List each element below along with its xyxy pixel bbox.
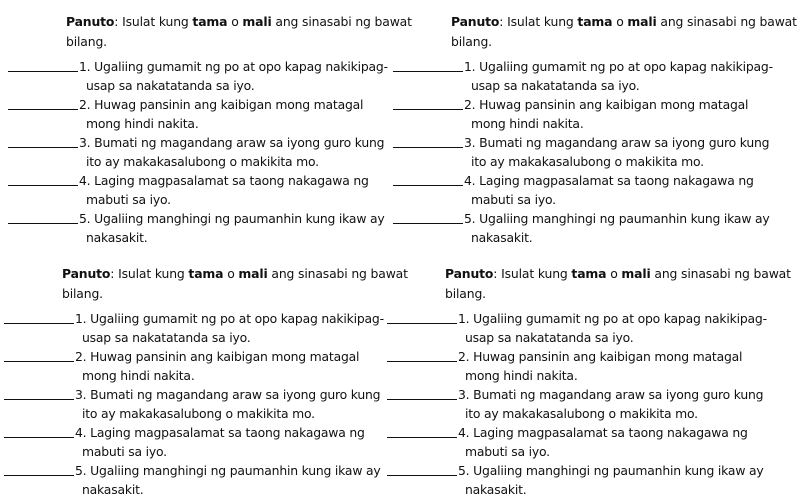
item-text: 3. Bumati ng magandang araw sa iyong guro kung	[464, 135, 770, 150]
answer-blank[interactable]	[393, 108, 463, 110]
instruction-label: Panuto	[451, 14, 500, 29]
item-text-cont: mong hindi nakita.	[471, 116, 584, 131]
worksheet-block-1	[66, 12, 412, 247]
item-text: 1. Ugaliing gumamit ng po at opo kapag nakikipag-	[75, 311, 384, 326]
instruction-text-line2: bilang.	[66, 34, 107, 49]
answer-blank[interactable]	[8, 222, 78, 224]
instruction	[62, 264, 408, 303]
item-text-cont: usap sa nakatatanda sa iyo.	[471, 78, 640, 93]
item-text: 5. Ugaliing manghingi ng paumanhin kung ikaw ay	[458, 463, 764, 478]
item-text: 3. Bumati ng magandang araw sa iyong guro kung	[458, 387, 764, 402]
instruction-text-a: : Isulat kung	[110, 266, 185, 281]
list-item	[62, 423, 392, 461]
item-text: 5. Ugaliing manghingi ng paumanhin kung ikaw ay	[464, 211, 770, 226]
item-text-cont: usap sa nakatatanda sa iyo.	[465, 330, 634, 345]
list-item	[445, 385, 775, 423]
list-item	[445, 461, 775, 499]
instruction-text-line2: bilang.	[62, 286, 103, 301]
item-text-cont: ito ay makakasalubong o makikita mo.	[465, 406, 698, 421]
instruction-text-b: ang sinasabi ng bawat	[275, 14, 412, 29]
list-item	[66, 95, 396, 133]
word-mali: mali	[238, 266, 268, 281]
item-text: 4. Laging magpasalamat sa taong nakagawa ng	[75, 425, 365, 440]
answer-blank[interactable]	[387, 360, 457, 362]
item-text-cont: mabuti sa iyo.	[86, 192, 171, 207]
list-item	[62, 385, 392, 423]
list-item	[451, 171, 781, 209]
answer-blank[interactable]	[4, 322, 74, 324]
answer-blank[interactable]	[8, 184, 78, 186]
list-item	[445, 347, 775, 385]
instruction	[66, 12, 412, 51]
item-text: 1. Ugaliing gumamit ng po at opo kapag nakikipag-	[79, 59, 388, 74]
answer-blank[interactable]	[387, 474, 457, 476]
list-item	[62, 347, 392, 385]
list-item	[66, 133, 396, 171]
list-item	[445, 309, 775, 347]
word-mali: mali	[627, 14, 657, 29]
answer-blank[interactable]	[4, 474, 74, 476]
list-item	[66, 209, 396, 247]
worksheet-block-2	[451, 12, 797, 247]
instruction-text-line2: bilang.	[445, 286, 486, 301]
instruction-text-a: : Isulat kung	[493, 266, 568, 281]
worksheet-block-4	[445, 264, 791, 499]
item-list	[66, 57, 396, 247]
answer-blank[interactable]	[393, 184, 463, 186]
word-o: o	[610, 266, 618, 281]
item-text: 2. Huwag pansinin ang kaibigan mong matagal	[75, 349, 360, 364]
item-text: 1. Ugaliing gumamit ng po at opo kapag nakikipag-	[464, 59, 773, 74]
instruction-text-a: : Isulat kung	[499, 14, 574, 29]
answer-blank[interactable]	[4, 360, 74, 362]
word-o: o	[227, 266, 235, 281]
instruction-text-b: ang sinasabi ng bawat	[271, 266, 408, 281]
item-text-cont: usap sa nakatatanda sa iyo.	[86, 78, 255, 93]
item-text: 1. Ugaliing gumamit ng po at opo kapag nakikipag-	[458, 311, 767, 326]
item-text: 2. Huwag pansinin ang kaibigan mong matagal	[458, 349, 743, 364]
item-text: 2. Huwag pansinin ang kaibigan mong matagal	[464, 97, 749, 112]
word-tama: tama	[571, 266, 607, 281]
item-text-cont: mong hindi nakita.	[82, 368, 195, 383]
item-list	[62, 309, 392, 499]
answer-blank[interactable]	[8, 146, 78, 148]
answer-blank[interactable]	[4, 398, 74, 400]
answer-blank[interactable]	[387, 322, 457, 324]
instruction-label: Panuto	[62, 266, 111, 281]
item-text-cont: ito ay makakasalubong o makikita mo.	[82, 406, 315, 421]
word-tama: tama	[192, 14, 228, 29]
item-list	[451, 57, 781, 247]
item-text-cont: nakasakit.	[465, 482, 527, 497]
item-text-cont: nakasakit.	[82, 482, 144, 497]
list-item	[445, 423, 775, 461]
answer-blank[interactable]	[387, 398, 457, 400]
answer-blank[interactable]	[393, 70, 463, 72]
list-item	[62, 309, 392, 347]
item-text-cont: mong hindi nakita.	[465, 368, 578, 383]
item-text: 5. Ugaliing manghingi ng paumanhin kung ikaw ay	[79, 211, 385, 226]
instruction-label: Panuto	[66, 14, 115, 29]
item-text-cont: mabuti sa iyo.	[465, 444, 550, 459]
answer-blank[interactable]	[8, 108, 78, 110]
instruction-text-b: ang sinasabi ng bawat	[654, 266, 791, 281]
instruction	[451, 12, 797, 51]
list-item	[451, 209, 781, 247]
word-mali: mali	[242, 14, 272, 29]
item-text: 4. Laging magpasalamat sa taong nakagawa ng	[464, 173, 754, 188]
worksheet-block-3	[62, 264, 408, 499]
word-mali: mali	[621, 266, 651, 281]
item-text-cont: usap sa nakatatanda sa iyo.	[82, 330, 251, 345]
item-text-cont: nakasakit.	[86, 230, 148, 245]
list-item	[451, 133, 781, 171]
word-o: o	[616, 14, 624, 29]
instruction	[445, 264, 791, 303]
answer-blank[interactable]	[8, 70, 78, 72]
word-o: o	[231, 14, 239, 29]
item-text: 5. Ugaliing manghingi ng paumanhin kung ikaw ay	[75, 463, 381, 478]
item-text: 2. Huwag pansinin ang kaibigan mong matagal	[79, 97, 364, 112]
item-text: 4. Laging magpasalamat sa taong nakagawa ng	[458, 425, 748, 440]
list-item	[62, 461, 392, 499]
item-text-cont: nakasakit.	[471, 230, 533, 245]
item-text-cont: ito ay makakasalubong o makikita mo.	[86, 154, 319, 169]
list-item	[66, 57, 396, 95]
list-item	[66, 171, 396, 209]
item-text-cont: ito ay makakasalubong o makikita mo.	[471, 154, 704, 169]
answer-blank[interactable]	[4, 436, 74, 438]
answer-blank[interactable]	[387, 436, 457, 438]
item-list	[445, 309, 775, 499]
item-text: 3. Bumati ng magandang araw sa iyong guro kung	[79, 135, 385, 150]
instruction-text-b: ang sinasabi ng bawat	[660, 14, 797, 29]
word-tama: tama	[577, 14, 613, 29]
list-item	[451, 57, 781, 95]
item-text: 3. Bumati ng magandang araw sa iyong guro kung	[75, 387, 381, 402]
item-text: 4. Laging magpasalamat sa taong nakagawa ng	[79, 173, 369, 188]
instruction-label: Panuto	[445, 266, 494, 281]
item-text-cont: mabuti sa iyo.	[471, 192, 556, 207]
item-text-cont: mong hindi nakita.	[86, 116, 199, 131]
answer-blank[interactable]	[393, 146, 463, 148]
instruction-text-a: : Isulat kung	[114, 14, 189, 29]
answer-blank[interactable]	[393, 222, 463, 224]
word-tama: tama	[188, 266, 224, 281]
instruction-text-line2: bilang.	[451, 34, 492, 49]
item-text-cont: mabuti sa iyo.	[82, 444, 167, 459]
list-item	[451, 95, 781, 133]
